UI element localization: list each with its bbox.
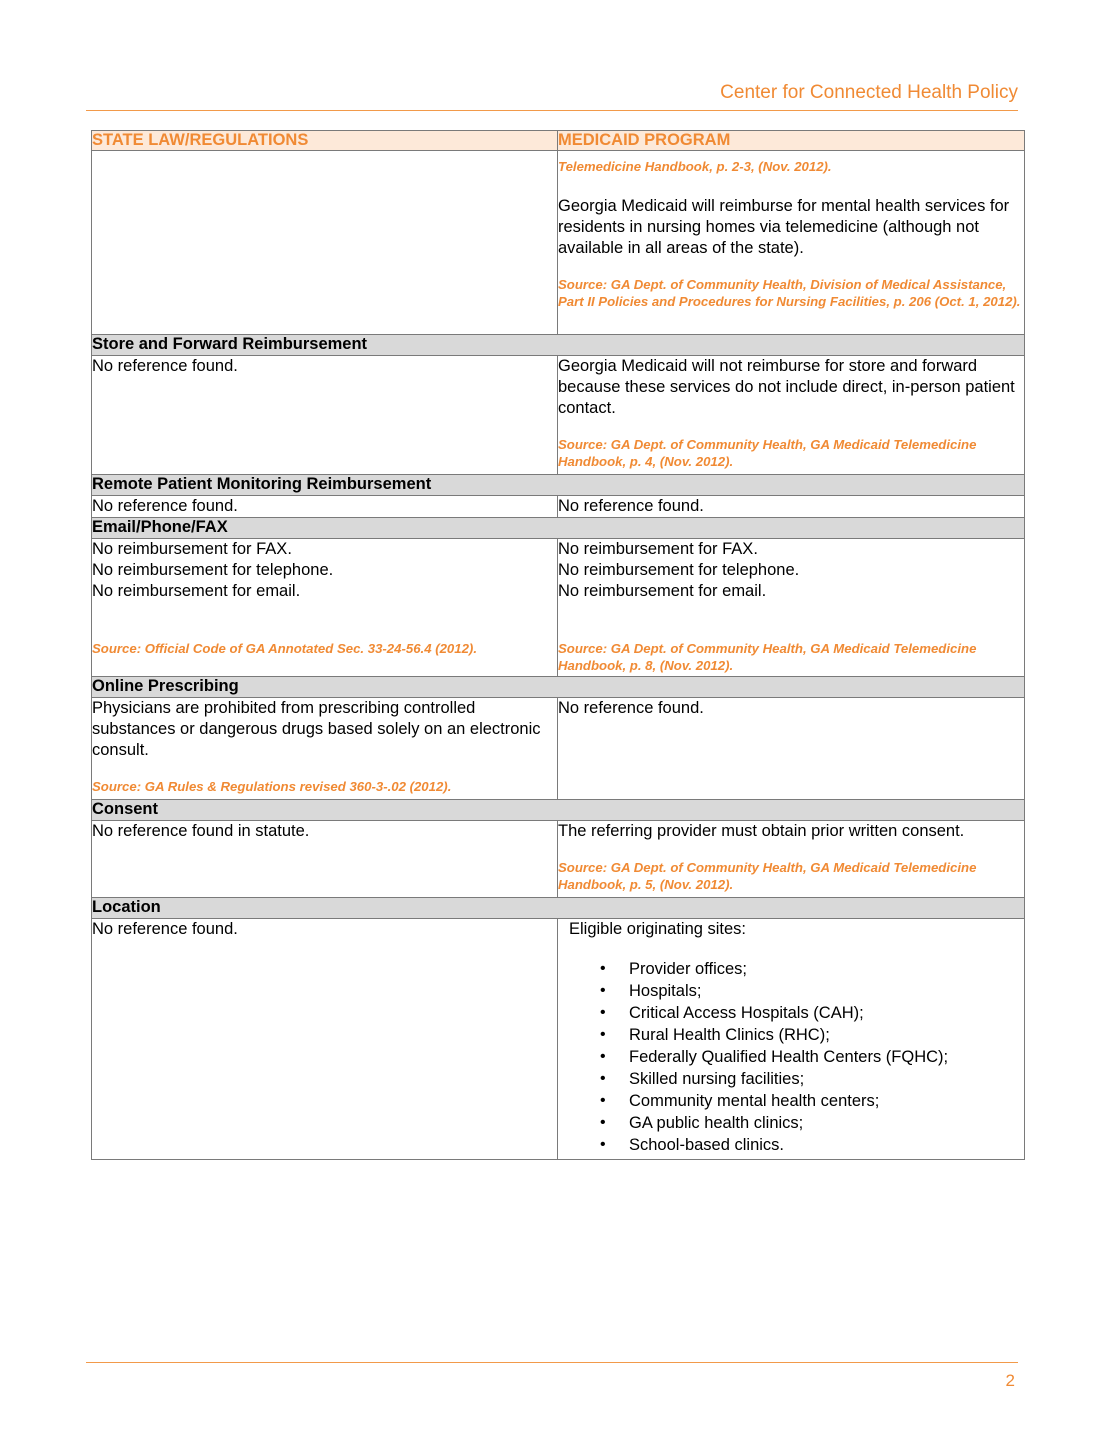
table-row bbox=[92, 821, 1025, 898]
cell-medicaid: No reference found. bbox=[558, 698, 1025, 800]
cell-medicaid: No reference found. bbox=[558, 496, 1025, 518]
cell-state-law: No reference found. bbox=[92, 496, 558, 518]
source-citation: Source: GA Rules & Regulations revised 360-3-.02 (2012). bbox=[92, 779, 452, 794]
eligible-sites-list bbox=[569, 958, 1024, 1156]
section-row bbox=[92, 475, 1025, 496]
section-row bbox=[92, 677, 1025, 698]
source-citation: Source: GA Dept. of Community Health, GA Medicaid Telemedicine Handbook, p. 4, (Nov. 2012). bbox=[558, 437, 977, 469]
column-header-medicaid: MEDICAID PROGRAM bbox=[558, 131, 1025, 151]
section-title: Location bbox=[92, 898, 1025, 919]
cell-text-line: No reimbursement for FAX. bbox=[92, 540, 292, 558]
cell-medicaid bbox=[558, 919, 1025, 1160]
eligible-sites-intro: Eligible originating sites: bbox=[569, 920, 747, 938]
list-item: • School-based clinics. bbox=[600, 1134, 1024, 1156]
source-citation: Telemedicine Handbook, p. 2-3, (Nov. 2012). bbox=[558, 159, 832, 174]
header-title: Center for Connected Health Policy bbox=[720, 82, 1018, 103]
section-row bbox=[92, 898, 1025, 919]
table-row bbox=[92, 496, 1025, 518]
table-row bbox=[92, 151, 1025, 335]
cell-text-line: No reimbursement for telephone. bbox=[92, 561, 334, 579]
section-title: Online Prescribing bbox=[92, 677, 1025, 698]
section-row bbox=[92, 800, 1025, 821]
list-item: • Federally Qualified Health Centers (FQHC); bbox=[600, 1046, 1024, 1068]
cell-medicaid bbox=[558, 821, 1025, 898]
page-footer bbox=[86, 1362, 1018, 1390]
section-row bbox=[92, 518, 1025, 539]
section-title: Email/Phone/FAX bbox=[92, 518, 1025, 539]
list-item: • Skilled nursing facilities; bbox=[600, 1068, 1024, 1090]
cell-text-line: No reimbursement for telephone. bbox=[558, 561, 800, 579]
cell-text: The referring provider must obtain prior written consent. bbox=[558, 822, 965, 840]
cell-medicaid bbox=[558, 151, 1025, 335]
cell-text: Georgia Medicaid will reimburse for mental health services for residents in nursing homes via telemedicine (although not available in all areas of the state). bbox=[558, 197, 1010, 257]
table-header-row bbox=[92, 131, 1025, 151]
cell-medicaid bbox=[558, 539, 1025, 677]
column-header-state-law: STATE LAW/REGULATIONS bbox=[92, 131, 558, 151]
section-row bbox=[92, 335, 1025, 356]
cell-text: Georgia Medicaid will not reimburse for store and forward because these services do not include direct, in-person patient contact. bbox=[558, 357, 1015, 417]
source-citation: Source: GA Dept. of Community Health, GA Medicaid Telemedicine Handbook, p. 5, (Nov. 2012). bbox=[558, 860, 977, 892]
cell-text: Physicians are prohibited from prescribing controlled substances or dangerous drugs based solely on an electronic consult. bbox=[92, 699, 541, 759]
cell-state-law: No reference found. bbox=[92, 919, 558, 1160]
list-item: • Hospitals; bbox=[600, 980, 1024, 1002]
cell-state-law bbox=[92, 698, 558, 800]
table-row bbox=[92, 356, 1025, 475]
cell-state-law bbox=[92, 151, 558, 335]
cell-text-line: No reimbursement for email. bbox=[558, 582, 767, 600]
section-title: Store and Forward Reimbursement bbox=[92, 335, 1025, 356]
cell-text-line: No reimbursement for FAX. bbox=[558, 540, 758, 558]
source-citation: Source: Official Code of GA Annotated Sec. 33-24-56.4 (2012). bbox=[92, 641, 477, 656]
table-row bbox=[92, 919, 1025, 1160]
list-item: • Community mental health centers; bbox=[600, 1090, 1024, 1112]
cell-state-law bbox=[92, 539, 558, 677]
section-title: Remote Patient Monitoring Reimbursement bbox=[92, 475, 1025, 496]
table-row bbox=[92, 539, 1025, 677]
section-title: Consent bbox=[92, 800, 1025, 821]
list-item: • Critical Access Hospitals (CAH); bbox=[600, 1002, 1024, 1024]
page-number: 2 bbox=[1005, 1371, 1015, 1390]
cell-state-law: No reference found. bbox=[92, 356, 558, 475]
cell-text-line: No reimbursement for email. bbox=[92, 582, 301, 600]
list-item: • Provider offices; bbox=[600, 958, 1024, 980]
list-item: • Rural Health Clinics (RHC); bbox=[600, 1024, 1024, 1046]
cell-state-law: No reference found in statute. bbox=[92, 821, 558, 898]
page-header bbox=[86, 82, 1018, 111]
source-citation: Source: GA Dept. of Community Health, GA Medicaid Telemedicine Handbook, p. 8, (Nov. 2012). bbox=[558, 641, 977, 673]
list-item: • GA public health clinics; bbox=[600, 1112, 1024, 1134]
policy-table bbox=[91, 130, 1025, 1160]
source-citation: Source: GA Dept. of Community Health, Division of Medical Assistance, Part II Policies and Procedures for Nursing Facilities, p. 206 (Oct. 1, 2012). bbox=[558, 277, 1021, 309]
cell-medicaid bbox=[558, 356, 1025, 475]
table-row bbox=[92, 698, 1025, 800]
